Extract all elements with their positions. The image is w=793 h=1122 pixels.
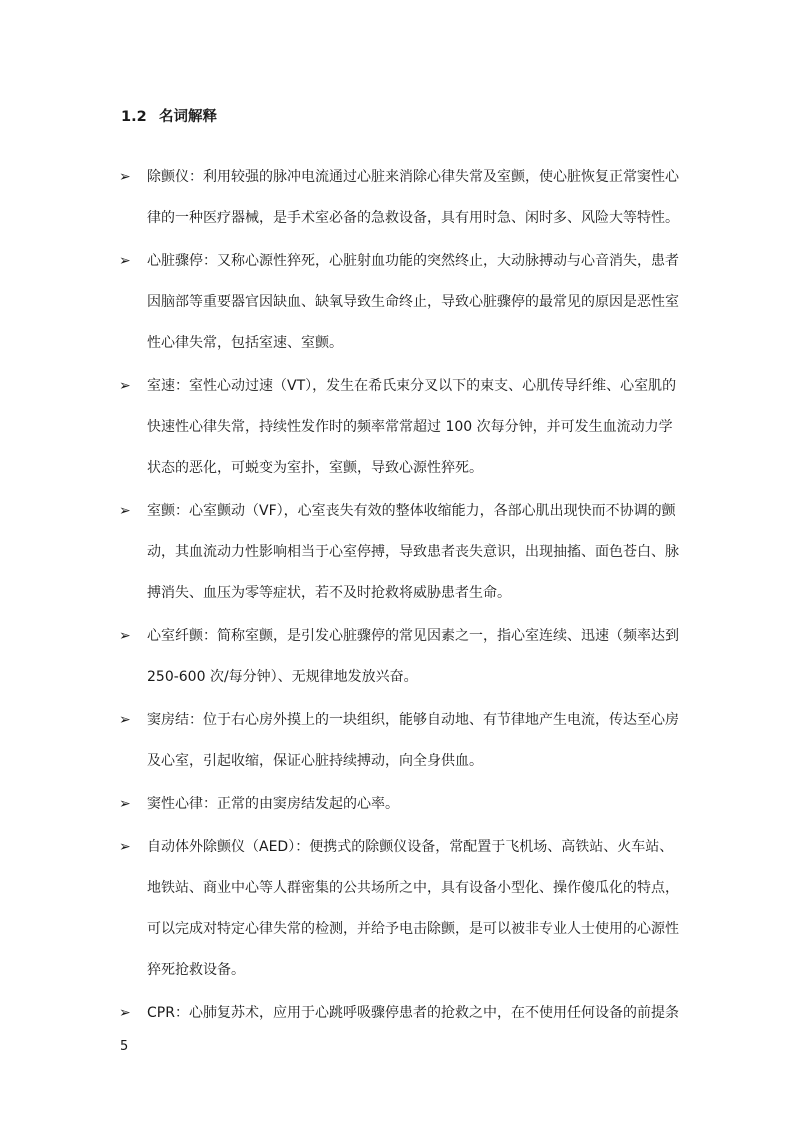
definition-text-line: 快速性心律失常，持续性发作时的频率常常超过 100 次每分钟，并可发生血流动力学 [147, 419, 673, 435]
definition-text-line: 状态的恶化，可蜕变为室扑，室颤，导致心源性猝死。 [147, 460, 483, 476]
definition-text-line: 搏消失、血压为零等症状，若不及时抢救将威胁患者生命。 [147, 585, 511, 601]
definition-text-line: 可以完成对特定心律失常的检测，并给予电击除颤，是可以被非专业人士使用的心源性 [147, 921, 679, 937]
definition-text-line: 窦房结：位于右心房外摸上的一块组织，能够自动地、有节律地产生电流，传达至心房 [147, 712, 679, 728]
arrow-bullet-icon: ➢ [119, 839, 131, 855]
definition-item [119, 790, 679, 818]
definition-item [119, 999, 679, 1027]
definition-text-line: 律的一种医疗器械，是手术室必备的急救设备，具有用时急、闲时多、风险大等特性。 [147, 210, 679, 226]
page-number: 5 [120, 1039, 129, 1054]
definition-text-line: 自动体外除颤仪（AED）：便携式的除颤仪设备，常配置于飞机场、高铁站、火车站、 [147, 839, 674, 855]
section-heading [121, 107, 217, 127]
definition-text-line: 猝死抢救设备。 [147, 962, 245, 978]
definition-item [119, 372, 679, 482]
definition-text-line: 因脑部等重要器官因缺血、缺氧导致生命终止，导致心脏骤停的最常见的原因是恶性室 [147, 294, 679, 310]
definition-list [119, 163, 679, 1042]
arrow-bullet-icon: ➢ [119, 1005, 131, 1021]
definition-text-line: 心室纤颤：简称室颤，是引发心脏骤停的常见因素之一，指心室连续、迅速（频率达到 [147, 628, 679, 644]
definition-text-line: 室颤：心室颤动（VF），心室丧失有效的整体收缩能力，各部心肌出现快而不协调的颤 [147, 503, 676, 519]
arrow-bullet-icon: ➢ [119, 503, 131, 519]
definition-text-line: 地铁站、商业中心等人群密集的公共场所之中，具有设备小型化、操作傻瓜化的特点， [147, 880, 679, 896]
definition-item [119, 163, 679, 232]
definition-text-line: 及心室，引起收缩，保证心脏持续搏动，向全身供血。 [147, 753, 483, 769]
definition-item [119, 497, 679, 607]
definition-text-line: 250-600 次/每分钟）、无规律地发放兴奋。 [147, 669, 418, 685]
definition-item [119, 833, 679, 984]
definition-text-line: CPR：心肺复苏术，应用于心跳呼吸骤停患者的抢救之中，在不使用任何设备的前提条 [147, 1005, 679, 1021]
arrow-bullet-icon: ➢ [119, 628, 131, 644]
arrow-bullet-icon: ➢ [119, 712, 131, 728]
section-number: 1.2 [121, 109, 147, 125]
definition-item [119, 706, 679, 775]
definition-text-line: 动，其血流动力性影响相当于心室停搏，导致患者丧失意识，出现抽搐、面色苍白、脉 [147, 544, 679, 560]
definition-item [119, 247, 679, 357]
arrow-bullet-icon: ➢ [119, 253, 131, 269]
arrow-bullet-icon: ➢ [119, 796, 131, 812]
definition-text-line: 室速：室性心动过速（VT），发生在希氏束分叉以下的束支、心肌传导纤维、心室肌的 [147, 378, 677, 394]
definition-item [119, 622, 679, 691]
definition-text-line: 窦性心律：正常的由窦房结发起的心率。 [147, 796, 399, 812]
section-title: 名词解释 [159, 109, 217, 125]
definition-text-line: 心脏骤停：又称心源性猝死，心脏射血功能的突然终止，大动脉搏动与心音消失，患者 [147, 253, 679, 269]
arrow-bullet-icon: ➢ [119, 378, 131, 394]
definition-text-line: 性心律失常，包括室速、室颤。 [147, 335, 343, 351]
definition-text-line: 除颤仪：利用较强的脉冲电流通过心脏来消除心律失常及室颤，使心脏恢复正常窦性心 [147, 169, 679, 185]
arrow-bullet-icon: ➢ [119, 169, 131, 185]
